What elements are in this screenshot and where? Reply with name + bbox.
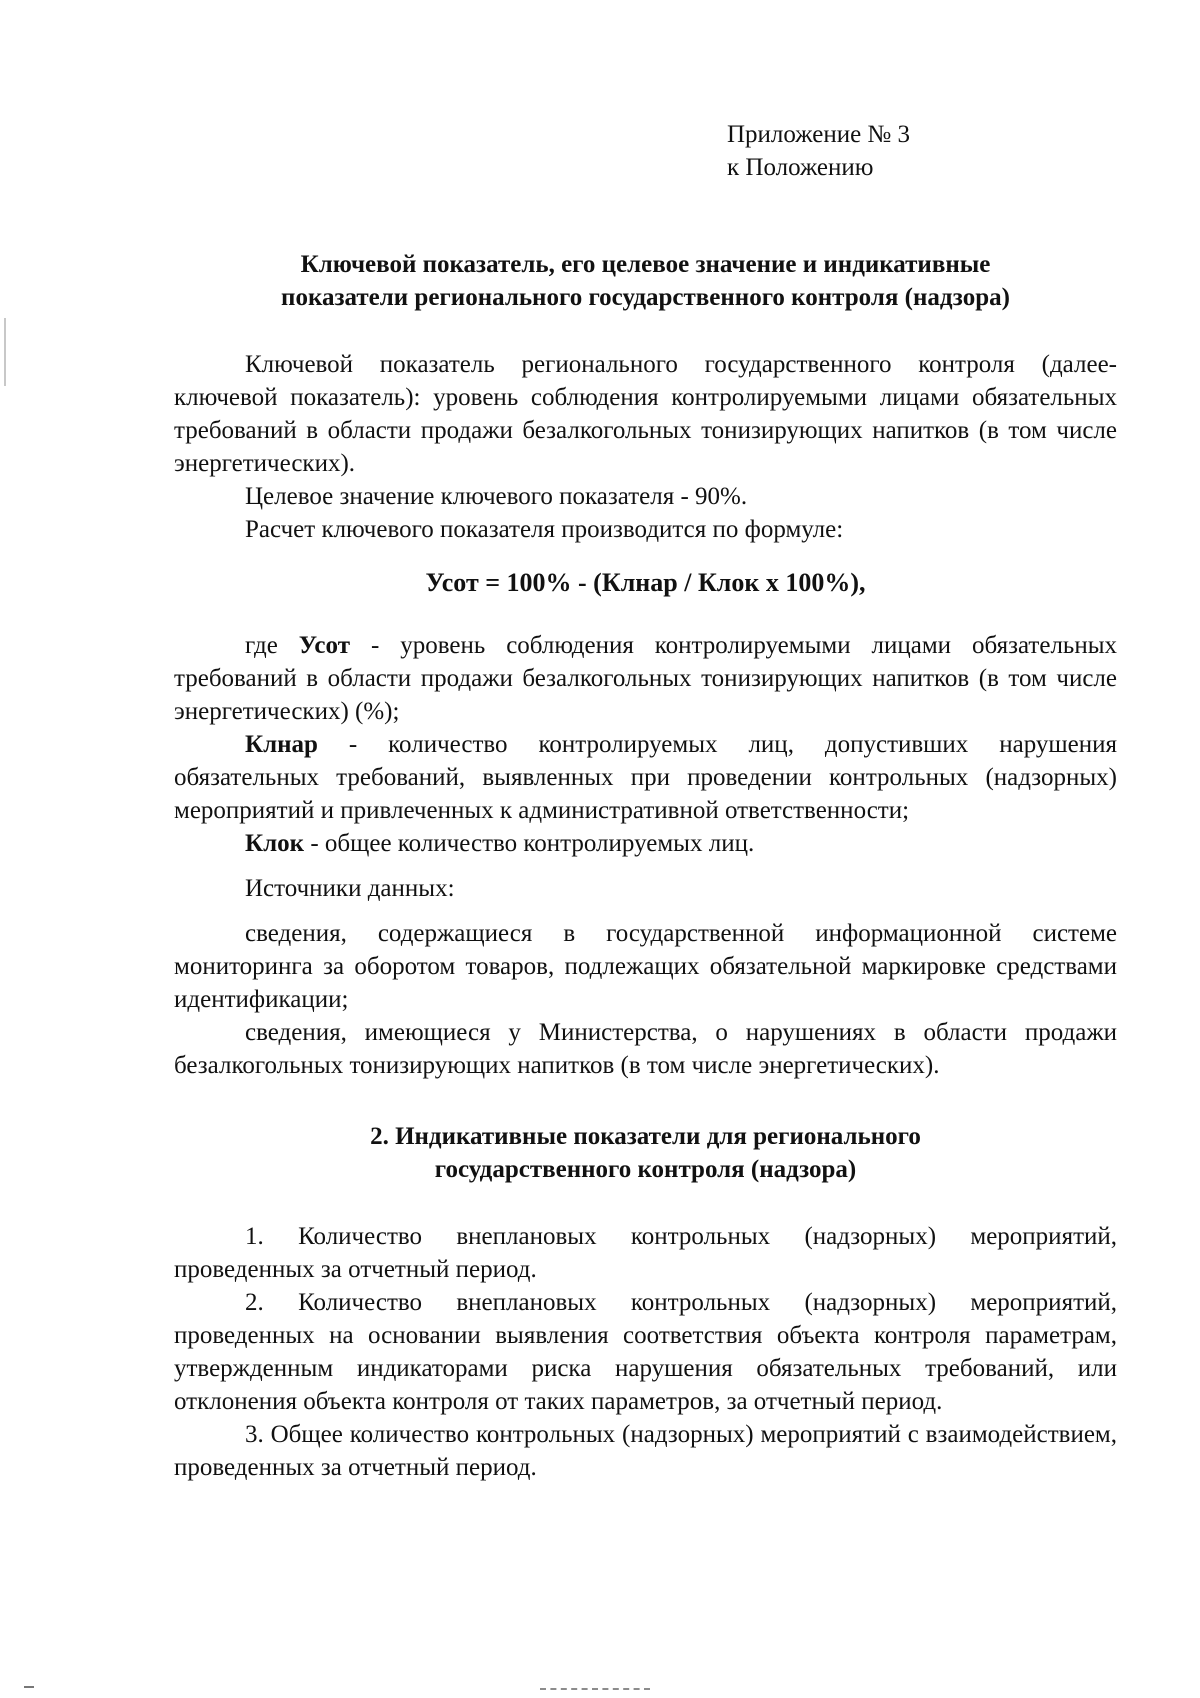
definition-usot-text: - уровень соблюдения контролируемыми лицами обязательных требований в области продажи безалкогольных тонизирующих напитков (в том числе энергетических) (%);: [174, 632, 1117, 725]
indicator-item-2: 2. Количество внеплановых контрольных (надзорных) мероприятий, проведенных на основании выявления соответствия объекта контроля параметрам, утвержденным индикаторами риска нарушения обязательных требований, или отклонения объекта контроля от таких параметров, за отчетный период.: [174, 1289, 1117, 1415]
definition-klok: [174, 827, 1117, 860]
section1-title-line2: показатели регионального государственного контроля (надзора): [281, 284, 1010, 311]
indicator-item-3: 3. Общее количество контрольных (надзорных) мероприятий с взаимодействием, проведенных за отчетный период.: [174, 1421, 1117, 1481]
sources-heading: Источники данных:: [245, 875, 455, 902]
term-usot: Усот: [298, 632, 350, 659]
calculation-note: Расчет ключевого показателя производится по формуле:: [245, 516, 844, 543]
section2-title: [174, 1120, 1117, 1186]
definition-usot-prefix: где: [245, 632, 299, 659]
section2-title-line2: государственного контроля (надзора): [434, 1156, 857, 1183]
scan-corner-mark: [24, 1686, 34, 1688]
document-body: [174, 248, 1117, 1484]
term-klok: Клок: [245, 830, 305, 857]
appendix-label: [727, 118, 910, 184]
key-indicator-intro: Ключевой показатель регионального государственного контроля (далее-ключевой показатель): уровень соблюдения контролируемыми лицами обязательных требований в области продажи безалкогольных тонизирующих напитков (в том числе энергетических).: [174, 351, 1117, 477]
appendix-number: Приложение № 3: [727, 121, 911, 148]
definition-klnar-text: - количество контролируемых лиц, допустивших нарушения обязательных требований, выявленных при проведении контрольных (надзорных) мероприятий и привлеченных к административной ответственности;: [174, 731, 1117, 824]
source-item-1: сведения, содержащиеся в государственной информационной системе мониторинга за оборотом товаров, подлежащих обязательной маркировке средствами идентификации;: [174, 920, 1117, 1013]
scan-margin-mark: [4, 318, 6, 386]
section1-title-line1: Ключевой показатель, его целевое значение и индикативные: [300, 251, 991, 278]
section1-title: [174, 248, 1117, 314]
target-value: Целевое значение ключевого показателя - 90%.: [245, 483, 748, 510]
definition-klok-text: - общее количество контролируемых лиц.: [304, 830, 755, 857]
section2-title-line1: 2. Индикативные показатели для регионального: [370, 1123, 921, 1150]
term-klnar: Клнар: [245, 731, 318, 758]
definition-usot: [174, 629, 1117, 728]
scan-bottom-mark: [540, 1688, 650, 1693]
appendix-reference: к Положению: [727, 154, 874, 181]
formula: Усот = 100% - (Клнар / Клок х 100%),: [425, 568, 866, 597]
source-item-2: сведения, имеющиеся у Министерства, о нарушениях в области продажи безалкогольных тонизирующих напитков (в том числе энергетических).: [174, 1019, 1117, 1079]
definition-klnar: [174, 728, 1117, 827]
indicator-item-1: 1. Количество внеплановых контрольных (надзорных) мероприятий, проведенных за отчетный период.: [174, 1223, 1117, 1283]
